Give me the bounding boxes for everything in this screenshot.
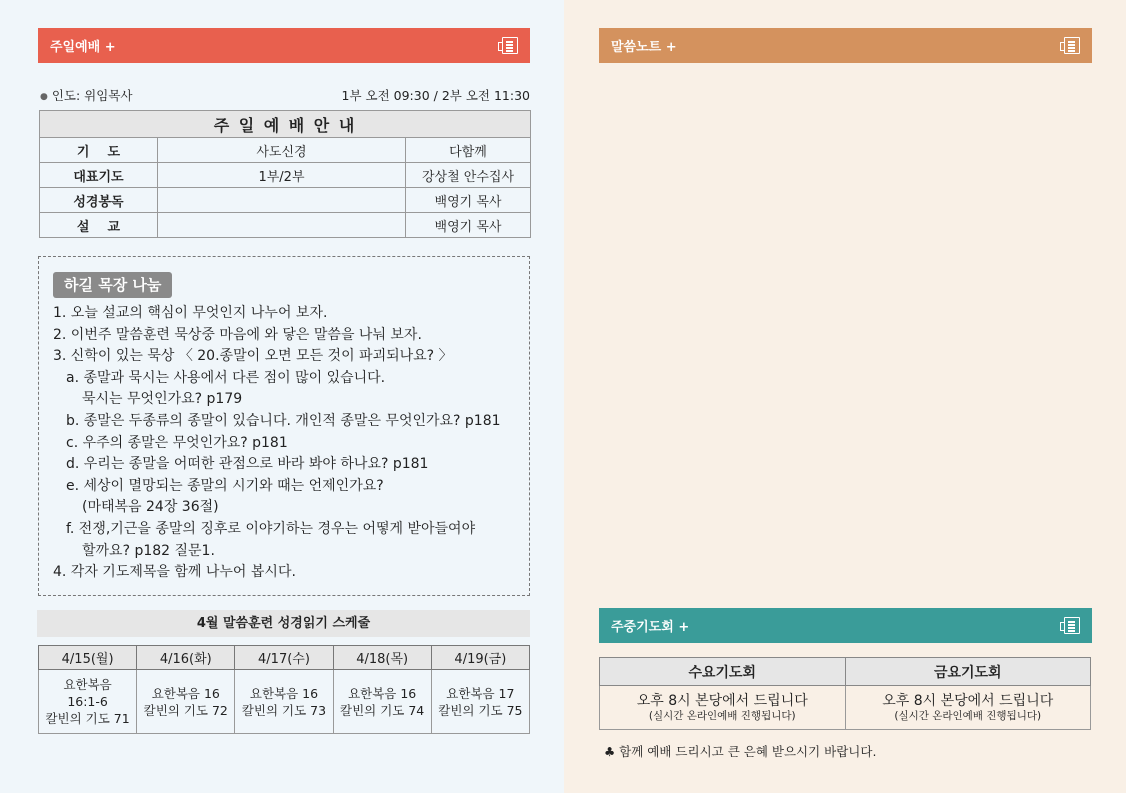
prayer-table [599,657,1091,730]
row-label: 성경봉독 [40,188,158,213]
row-person: 백영기 목사 [406,188,531,213]
schedule-line: 칼빈의 기도 72 [143,702,228,718]
sunday-service-title: 주일예배 + [50,40,116,55]
midweek-prayer-title: 주중기도회 + [611,620,690,635]
list-item: 묵시는 무엇인가요? p179 [82,391,243,408]
schedule-line: 칼빈의 기도 73 [241,702,327,718]
schedule-cell [235,670,333,734]
schedule-date: 4/19(금) [431,646,529,670]
group-study-box [38,256,530,596]
schedule-line: 16:1-6 [67,694,108,709]
list-item: 1. 오늘 설교의 핵심이 무엇인지 나누어 보자. [53,305,328,321]
schedule-date: 4/16(화) [137,646,235,670]
schedule-line: 칼빈의 기도 71 [45,711,130,726]
row-person: 다함께 [406,138,531,163]
row-content [158,188,406,213]
schedule-line: 칼빈의 기도 74 [340,702,425,718]
row-person: 강상철 안수집사 [406,163,531,188]
row-label: 기 도 [40,138,158,163]
service-times: 1부 오전 09:30 / 2부 오전 11:30 [341,88,530,103]
prayer-column-title: 금요기도회 [845,658,1091,686]
schedule-date: 4/15(월) [39,646,137,670]
list-item: (마태복음 24장 36절) [82,499,219,516]
list-item: d. 우리는 종말을 어떠한 관점으로 바라 봐야 하나요? p181 [66,456,429,473]
prayer-cell [600,686,846,730]
notebook-icon[interactable] [502,37,518,54]
row-content: 1부/2부 [158,163,406,188]
table-row [40,163,531,188]
notebook-icon[interactable] [1064,617,1080,634]
list-item: 2. 이번주 말씀훈련 묵상중 마음에 와 닿은 말씀을 나눠 보자. [53,326,422,343]
prayer-time: 오후 8시 본당에서 드립니다 [882,693,1054,709]
leader-line [40,86,132,104]
row-person: 백영기 목사 [406,213,531,238]
table-row [40,188,531,213]
leader-text: 인도: 위임목사 [51,88,133,103]
table-row [40,213,531,238]
notebook-icon[interactable] [1064,37,1080,54]
schedule-cell [137,670,235,734]
list-item: e. 세상이 멸망되는 종말의 시기와 때는 언제인가요? [66,477,384,494]
schedule-line: 요한복음 16 [151,685,220,701]
prayer-cell [845,686,1091,730]
prayer-time: 오후 8시 본당에서 드립니다 [636,693,808,709]
schedule-line: 요한복음 16 [348,685,417,701]
bullet-icon: ● [40,92,48,102]
question-list [53,303,501,584]
schedule-line: 칼빈의 기도 75 [438,702,523,718]
group-study-tag: 하길 목장 나눔 [53,272,172,298]
schedule-table [38,645,530,734]
list-item: a. 종말과 묵시는 사용에서 다른 점이 많이 있습니다. [66,369,386,386]
list-item: 할까요? p182 질문1. [82,542,215,559]
list-item: 4. 각자 기도제목을 함께 나누어 봅시다. [53,564,296,581]
schedule-title: 4월 말씀훈련 성경읽기 스케줄 [37,610,530,637]
table-row [40,138,531,163]
schedule-date: 4/17(수) [235,646,333,670]
service-table [39,110,531,238]
row-content: 사도신경 [158,138,406,163]
prayer-column-title: 수요기도회 [600,658,846,686]
service-table-title: 주 일 예 배 안 내 [40,111,531,138]
schedule-cell [39,670,137,734]
row-label: 설 교 [40,213,158,238]
list-item: c. 우주의 종말은 무엇인가요? p181 [66,434,288,451]
schedule-cell [431,670,529,734]
sermon-notes-header[interactable] [599,28,1092,63]
sermon-notes-title: 말씀노트 + [611,40,677,55]
prayer-note: (실시간 온라인예배 진행됩니다) [648,710,796,722]
list-item: 3. 신학이 있는 묵상 〈 20.종말이 오면 모든 것이 파괴되나요? 〉 [53,348,453,365]
footer-note: ♣ 함께 예배 드리시고 큰 은혜 받으시기 바랍니다. [604,744,877,759]
list-item: b. 종말은 두종류의 종말이 있습니다. 개인적 종말은 무엇인가요? p181 [66,412,501,429]
schedule-line: 요한복음 17 [446,685,515,701]
sunday-service-header[interactable] [38,28,530,63]
list-item: f. 전쟁,기근을 종말의 징후로 이야기하는 경우는 어떻게 받아들여야 [66,520,476,537]
row-content [158,213,406,238]
schedule-line: 요한복음 16 [249,685,319,701]
schedule-line: 요한복음 [63,677,112,692]
midweek-prayer-header[interactable] [599,608,1092,643]
schedule-cell [333,670,431,734]
schedule-date: 4/18(목) [333,646,431,670]
prayer-note: (실시간 온라인예배 진행됩니다) [894,710,1042,722]
row-label: 대표기도 [40,163,158,188]
